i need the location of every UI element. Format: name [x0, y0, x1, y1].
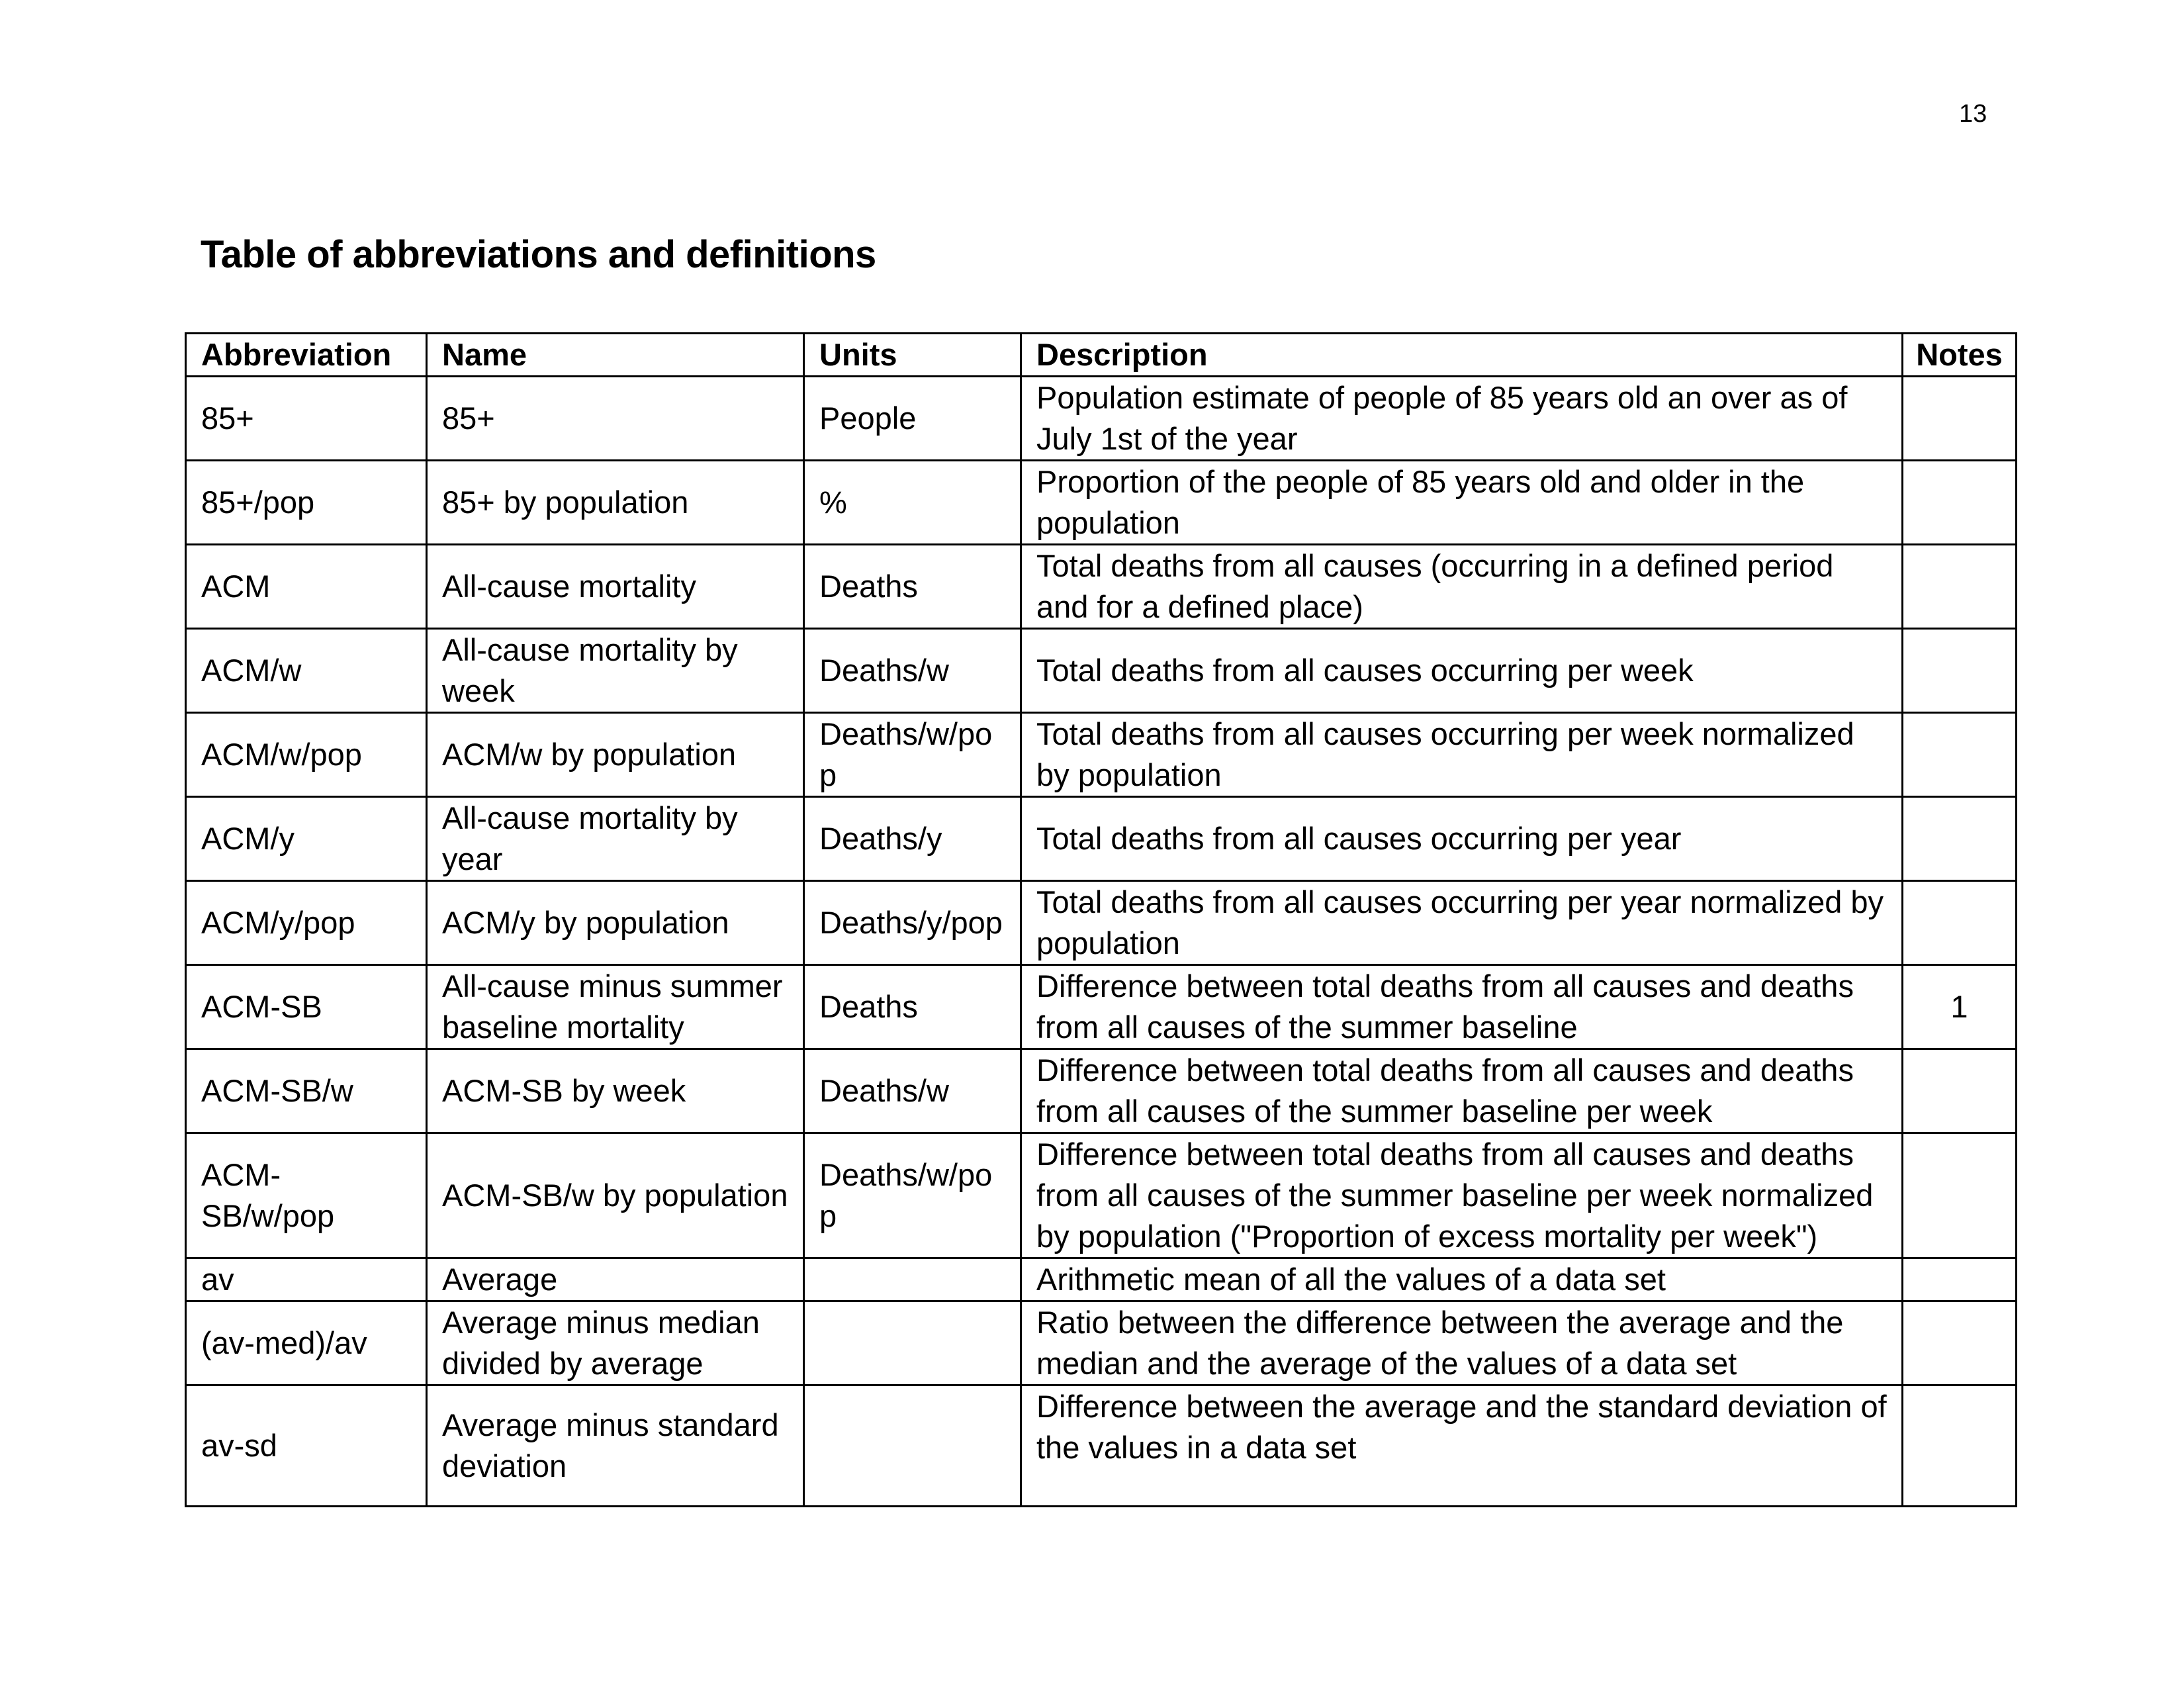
cell-abbreviation: ACM-SB/w — [186, 1049, 427, 1133]
cell-description: Total deaths from all causes occurring per year normalized by population — [1021, 881, 1903, 965]
cell-description: Total deaths from all causes (occurring in a defined period and for a defined place) — [1021, 545, 1903, 629]
cell-notes — [1903, 545, 2017, 629]
table-row — [186, 881, 2017, 965]
cell-notes: 1 — [1903, 965, 2017, 1049]
cell-name: Average minus median divided by average — [427, 1301, 804, 1385]
cell-notes — [1903, 1385, 2017, 1507]
cell-units: Deaths/y — [804, 797, 1021, 881]
cell-units: % — [804, 461, 1021, 545]
cell-description: Proportion of the people of 85 years old and older in the population — [1021, 461, 1903, 545]
cell-units: Deaths — [804, 545, 1021, 629]
cell-notes — [1903, 377, 2017, 461]
cell-notes — [1903, 1258, 2017, 1301]
cell-description: Total deaths from all causes occurring per week normalized by population — [1021, 713, 1903, 797]
table-row — [186, 545, 2017, 629]
cell-name: ACM-SB by week — [427, 1049, 804, 1133]
header-abbreviation: Abbreviation — [186, 334, 427, 377]
cell-units: Deaths/w/pop — [804, 1133, 1021, 1258]
cell-name: 85+ — [427, 377, 804, 461]
cell-abbreviation: (av-med)/av — [186, 1301, 427, 1385]
cell-description: Total deaths from all causes occurring per week — [1021, 629, 1903, 713]
page-number: 13 — [1959, 100, 1987, 128]
cell-units: Deaths — [804, 965, 1021, 1049]
abbreviations-table — [185, 332, 2017, 1507]
table-header-row — [186, 334, 2017, 377]
cell-description: Difference between the average and the standard deviation of the values in a data set — [1021, 1385, 1903, 1507]
cell-units — [804, 1301, 1021, 1385]
table-row — [186, 1385, 2017, 1507]
cell-description: Difference between total deaths from all causes and deaths from all causes of the summer baseline — [1021, 965, 1903, 1049]
cell-abbreviation: av — [186, 1258, 427, 1301]
header-units: Units — [804, 334, 1021, 377]
cell-units: Deaths/w — [804, 1049, 1021, 1133]
page-title: Table of abbreviations and definitions — [201, 233, 876, 276]
cell-notes — [1903, 1301, 2017, 1385]
cell-notes — [1903, 629, 2017, 713]
cell-abbreviation: ACM-SB — [186, 965, 427, 1049]
cell-name: All-cause mortality — [427, 545, 804, 629]
cell-notes — [1903, 881, 2017, 965]
cell-description: Difference between total deaths from all causes and deaths from all causes of the summer baseline per week normalized by population ("Proportion of excess mortality per week") — [1021, 1133, 1903, 1258]
cell-description: Total deaths from all causes occurring per year — [1021, 797, 1903, 881]
cell-units: Deaths/y/pop — [804, 881, 1021, 965]
cell-name: ACM/w by population — [427, 713, 804, 797]
cell-description: Population estimate of people of 85 years old an over as of July 1st of the year — [1021, 377, 1903, 461]
cell-name: All-cause mortality by year — [427, 797, 804, 881]
cell-abbreviation: 85+/pop — [186, 461, 427, 545]
cell-name: ACM/y by population — [427, 881, 804, 965]
cell-abbreviation: ACM/y/pop — [186, 881, 427, 965]
cell-notes — [1903, 461, 2017, 545]
cell-description: Difference between total deaths from all causes and deaths from all causes of the summer baseline per week — [1021, 1049, 1903, 1133]
table-row — [186, 1301, 2017, 1385]
cell-units: Deaths/w — [804, 629, 1021, 713]
cell-notes — [1903, 1133, 2017, 1258]
cell-notes — [1903, 797, 2017, 881]
cell-abbreviation: ACM — [186, 545, 427, 629]
cell-abbreviation: ACM/w — [186, 629, 427, 713]
cell-description: Arithmetic mean of all the values of a data set — [1021, 1258, 1903, 1301]
cell-abbreviation: 85+ — [186, 377, 427, 461]
cell-units: Deaths/w/pop — [804, 713, 1021, 797]
cell-name: All-cause mortality by week — [427, 629, 804, 713]
cell-abbreviation: ACM-SB/w/pop — [186, 1133, 427, 1258]
cell-notes — [1903, 1049, 2017, 1133]
table-row — [186, 713, 2017, 797]
cell-abbreviation: av-sd — [186, 1385, 427, 1507]
table-row — [186, 461, 2017, 545]
header-name: Name — [427, 334, 804, 377]
cell-name: All-cause minus summer baseline mortality — [427, 965, 804, 1049]
table-row — [186, 965, 2017, 1049]
cell-name: 85+ by population — [427, 461, 804, 545]
cell-name: ACM-SB/w by population — [427, 1133, 804, 1258]
cell-notes — [1903, 713, 2017, 797]
header-notes: Notes — [1903, 334, 2017, 377]
table-row — [186, 1258, 2017, 1301]
table-row — [186, 1049, 2017, 1133]
cell-name: Average minus standard deviation — [427, 1385, 804, 1507]
table-row — [186, 629, 2017, 713]
cell-units — [804, 1258, 1021, 1301]
cell-name: Average — [427, 1258, 804, 1301]
table-row — [186, 377, 2017, 461]
table-row — [186, 797, 2017, 881]
cell-units — [804, 1385, 1021, 1507]
table-row — [186, 1133, 2017, 1258]
cell-abbreviation: ACM/y — [186, 797, 427, 881]
cell-abbreviation: ACM/w/pop — [186, 713, 427, 797]
cell-description: Ratio between the difference between the average and the median and the average of the values of a data set — [1021, 1301, 1903, 1385]
cell-units: People — [804, 377, 1021, 461]
header-description: Description — [1021, 334, 1903, 377]
